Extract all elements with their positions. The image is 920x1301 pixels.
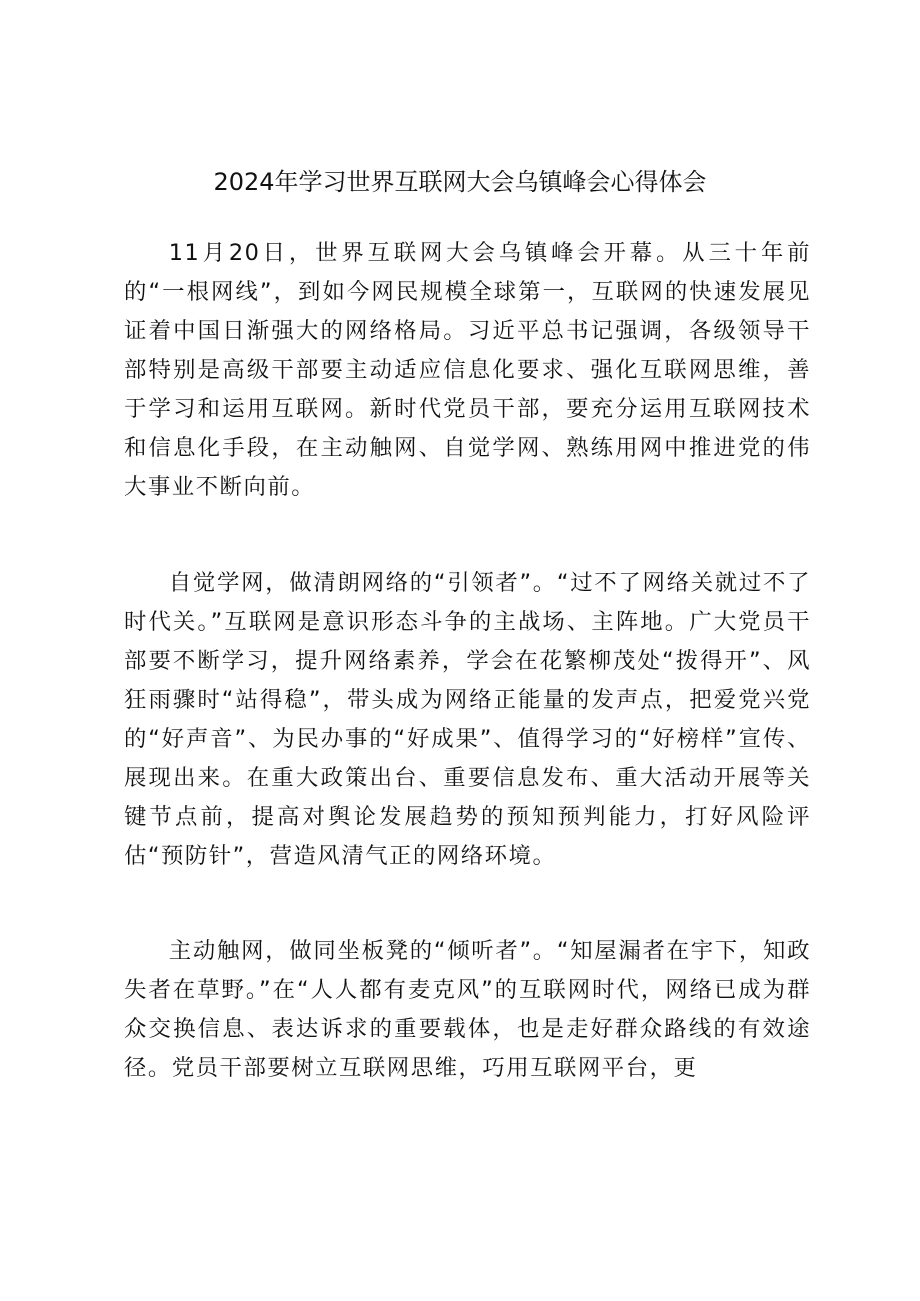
paragraph-1: 11月20日，世界互联网大会乌镇峰会开幕。从三十年前的“一根网线”，到如今网民规模全球第一，互联网的快速发展见证着中国日渐强大的网络格局。习近平总书记强调，各级领导干部特别是高级干部要主动适应信息化要求、强化互联网思维，善于学习和运用互联网。新时代党员干部，要充分运用互联网技术和信息化手段，在主动触网、自觉学网、熟练用网中推进党的伟大事业不断向前。 (124, 240, 811, 500)
paragraph-2: 自觉学网，做清朗网络的“引领者”。“过不了网络关就过不了时代关。”互联网是意识形态斗争的主战场、主阵地。广大党员干部要不断学习，提升网络素养，学会在花繁柳茂处“拨得开”、风狂雨骤时“站得稳”，带头成为网络正能量的发声点，把爱党兴党的“好声音”、为民办事的“好成果”、值得学习的“好榜样”宣传、展现出来。在重大政策出台、重要信息发布、重大活动开展等关键节点前，提高对舆论发展趋势的预知预判能力，打好风险评估“预防针”，营造风清气正的网络环境。 (124, 570, 811, 869)
document-title: 2024年学习世界互联网大会乌镇峰会心得体会 (213, 168, 707, 196)
paragraph-3: 主动触网，做同坐板凳的“倾听者”。“知屋漏者在宇下，知政失者在草野。”在“人人都有麦克风”的互联网时代，网络已成为群众交换信息、表达诉求的重要载体，也是走好群众路线的有效途径。党员干部要树立互联网思维，巧用互联网平台，更 (124, 938, 811, 1081)
